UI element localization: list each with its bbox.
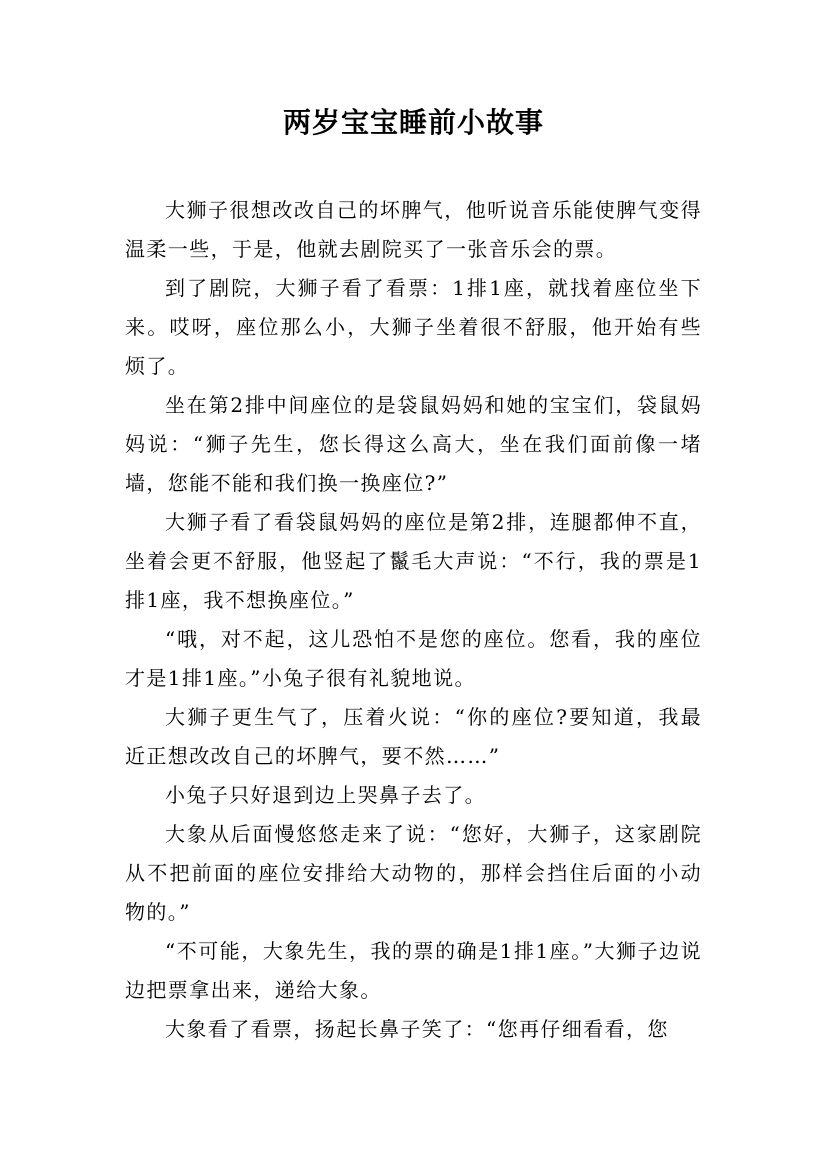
story-body [125, 191, 702, 1049]
paragraph: 大象从后面慢悠悠走来了说：“您好，大狮子，这家剧院从不把前面的座位安排给大动物的，那样会挡住后面的小动物的。” [125, 822, 702, 924]
paragraph: 大狮子看了看袋鼠妈妈的座位是第2排，连腿都伸不直，坐着会更不舒服，他竖起了鬣毛大声说：“不行，我的票是1排1座，我不想换座位。” [125, 510, 702, 612]
paragraph: 大狮子更生气了，压着火说：“你的座位?要知道，我最近正想改改自己的坏脾气，要不然……” [125, 705, 702, 768]
paragraph: 小兔子只好退到边上哭鼻子去了。 [165, 783, 486, 807]
paragraph: “不可能，大象先生，我的票的确是1排1座。”大狮子边说边把票拿出来，递给大象。 [125, 939, 702, 1002]
paragraph: 大象看了看票，扬起长鼻子笑了：“您再仔细看看，您 [165, 1017, 669, 1041]
paragraph: 到了剧院，大狮子看了看票：1排1座，就找着座位坐下来。哎呀，座位那么小，大狮子坐着很不舒服，他开始有些烦了。 [125, 276, 702, 378]
paragraph: 坐在第2排中间座位的是袋鼠妈妈和她的宝宝们，袋鼠妈妈说：“狮子先生，您长得这么高大，坐在我们面前像一堵墙，您能不能和我们换一换座位?” [125, 393, 702, 495]
paragraph: “哦，对不起，这儿恐怕不是您的座位。您看，我的座位才是1排1座。”小兔子很有礼貌地说。 [125, 627, 702, 690]
paragraph: 大狮子很想改改自己的坏脾气，他听说音乐能使脾气变得温柔一些，于是，他就去剧院买了一张音乐会的票。 [125, 198, 702, 261]
document-title: 两岁宝宝睡前小故事 [282, 106, 544, 139]
